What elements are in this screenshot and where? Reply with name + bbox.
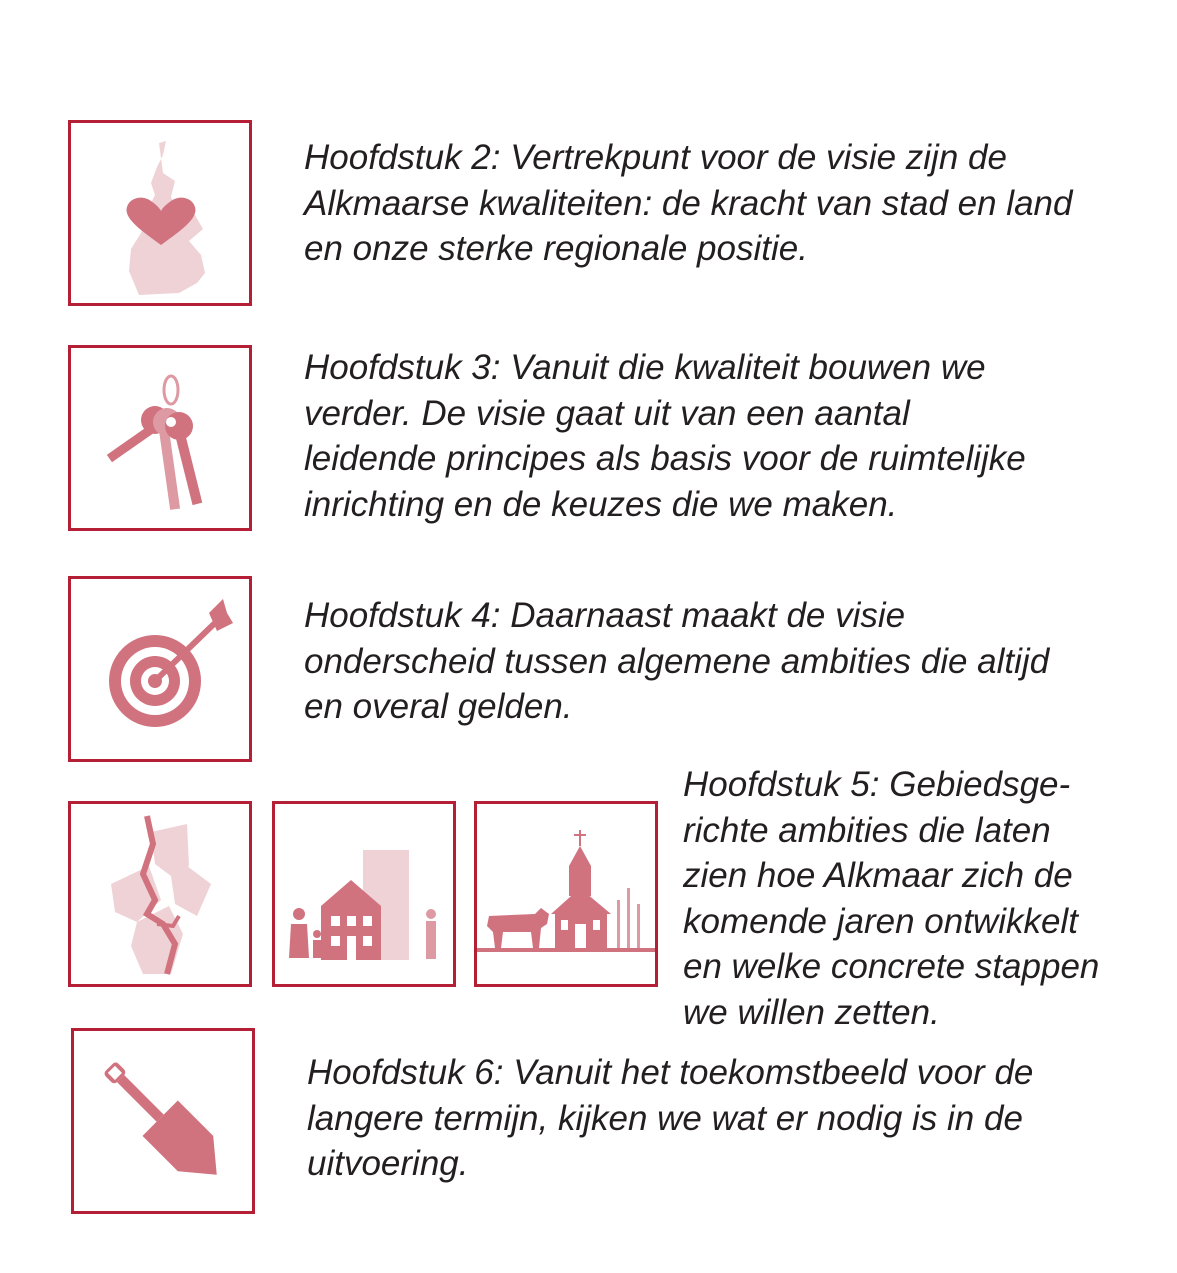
heart-map-icon	[71, 123, 249, 303]
text-line: onderscheid tussen algemene ambities die altijd	[304, 641, 1050, 681]
text-line: Hoofdstuk 3: Vanuit die kwaliteit bouwen we	[304, 348, 986, 387]
text-line: Hoofdstuk 2: Vertrekpunt voor de visie zijn de	[304, 138, 1007, 177]
shovel-icon	[74, 1031, 252, 1211]
chapter-3-icon-frame	[68, 345, 252, 531]
chapter-5-icon-frame-3	[474, 801, 658, 987]
chapter-4-text	[304, 593, 1049, 730]
keys-icon	[71, 348, 249, 528]
target-icon	[71, 579, 249, 759]
text-line: zien hoe Alkmaar zich de	[683, 856, 1073, 895]
text-line: we willen zetten.	[683, 992, 940, 1032]
text-line: komende jaren ontwikkelt	[683, 901, 1078, 941]
chapter-6-text	[307, 1050, 1033, 1187]
chapter-6-icon-frame	[71, 1028, 255, 1214]
text-line: inrichting en de keuzes die we maken.	[304, 484, 898, 524]
city-people-icon	[275, 804, 453, 984]
chapter-3-text	[304, 345, 1026, 527]
text-line: Alkmaarse kwaliteiten: de kracht van stad en land	[304, 183, 1073, 223]
chapter-5-text	[683, 762, 1099, 1035]
chapter-5-icon-frame-1	[68, 801, 252, 987]
chapter-4-icon-frame	[68, 576, 252, 762]
chapter-2-icon-frame	[68, 120, 252, 306]
district-map-icon	[71, 804, 249, 984]
chapter-2-text	[304, 135, 1072, 272]
text-line: Hoofdstuk 6: Vanuit het toekomstbeeld voor de	[307, 1053, 1034, 1092]
text-line: leidende principes als basis voor de ruimtelijke	[304, 439, 1026, 478]
text-line: langere termijn, kijken we wat er nodig is in de	[307, 1098, 1023, 1138]
text-line: en onze sterke regionale positie.	[304, 229, 808, 268]
text-line: Hoofdstuk 5: Gebiedsge-	[683, 765, 1071, 804]
text-line: richte ambities die laten	[683, 810, 1051, 850]
text-line: en welke concrete stappen	[683, 947, 1100, 986]
text-line: en overal gelden.	[304, 687, 573, 726]
chapter-5-icon-frame-2	[272, 801, 456, 987]
text-line: Hoofdstuk 4: Daarnaast maakt de visie	[304, 596, 906, 635]
church-cow-icon	[477, 804, 655, 984]
text-line: verder. De visie gaat uit van een aantal	[304, 393, 910, 433]
text-line: uitvoering.	[307, 1144, 469, 1183]
